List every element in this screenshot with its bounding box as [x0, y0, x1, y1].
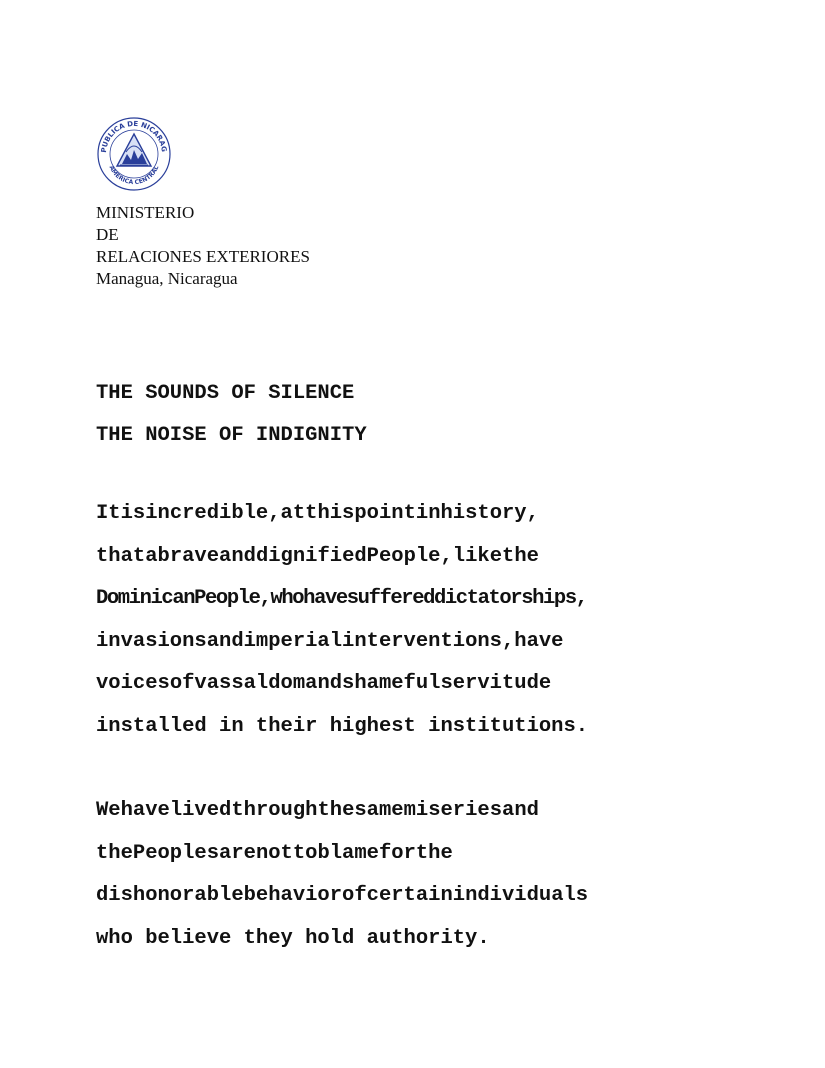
word: like [452, 544, 503, 568]
title-sounds-of-silence: THE SOUNDS OF SILENCE [96, 382, 355, 405]
word: of [342, 884, 367, 907]
word: and [502, 799, 539, 822]
word: individuals [452, 884, 589, 907]
word: the [96, 841, 133, 865]
document-titles [96, 373, 367, 457]
paragraph-1-line [96, 621, 711, 664]
word: brave [157, 544, 220, 568]
word: have [514, 629, 564, 653]
word: the [502, 544, 539, 568]
paragraph-1-line [96, 493, 711, 536]
paragraph-2-line [96, 833, 711, 876]
word: point [354, 502, 416, 525]
word: in [415, 502, 441, 525]
word: the [317, 799, 355, 822]
word: interventions, [342, 629, 515, 653]
word: Dominican [96, 587, 195, 610]
word: not [255, 841, 293, 865]
letterhead-location: Managua, Nicaragua [96, 269, 238, 288]
word: a [145, 544, 158, 568]
word: People, [194, 587, 271, 610]
word: history, [440, 502, 539, 525]
word: have [303, 587, 347, 610]
word: for [378, 841, 416, 865]
word: invasions [96, 629, 207, 653]
word: It [96, 502, 121, 525]
paragraph-2-line [96, 790, 711, 833]
word: and [219, 544, 256, 568]
letterhead-de: DE [96, 225, 119, 244]
paragraph-1-line [96, 663, 711, 706]
seal-ring-text-bottom: AMERICA CENTRAL [107, 164, 161, 187]
title-noise-of-indignity: THE NOISE OF INDIGNITY [96, 424, 367, 447]
word: lived [169, 799, 232, 822]
paragraph-2 [96, 790, 711, 960]
word: the [415, 841, 453, 865]
nicaragua-seal-icon [96, 116, 172, 192]
letterhead-ministry: MINISTERIO [96, 203, 195, 222]
word: at [280, 502, 306, 525]
seal-ring-text-top: PUBLICA DE NICARAG [99, 119, 169, 154]
word: and [206, 629, 244, 653]
word: miseries [403, 799, 503, 822]
word: shameful [342, 672, 441, 695]
word: dishonorable [96, 884, 244, 907]
paragraph-1-line [96, 536, 711, 579]
paragraph-2-line: who believe they hold authority. [96, 926, 490, 950]
word: Peoples [132, 841, 220, 865]
word: through [231, 799, 318, 822]
word: are [219, 841, 256, 865]
word: imperial [243, 629, 343, 653]
word: We [96, 799, 121, 822]
word: dictatorships, [434, 587, 587, 610]
letterhead [96, 202, 310, 290]
word: incredible, [145, 502, 281, 525]
word: behavior [243, 884, 343, 907]
word: and [305, 672, 343, 695]
word: of [169, 672, 195, 695]
word: suffered [346, 587, 434, 610]
word: to [292, 841, 318, 865]
word: this [305, 502, 355, 525]
letterhead-foreign-relations: RELACIONES EXTERIORES [96, 247, 310, 266]
word: dignified [255, 544, 367, 568]
word: who [270, 587, 304, 610]
paragraph-1 [96, 493, 711, 748]
word: same [354, 799, 404, 822]
seal-svg [96, 116, 172, 192]
paragraph-1-line: installed in their highest institutions. [96, 714, 589, 738]
word: servitude [440, 672, 552, 695]
word: is [120, 502, 146, 525]
word: vassaldom [194, 672, 306, 695]
word: have [120, 799, 170, 822]
paragraph-2-line [96, 875, 711, 918]
word: People, [366, 544, 453, 568]
word: blame [317, 841, 379, 865]
paragraph-1-line [96, 578, 711, 621]
word: certain [366, 884, 453, 907]
word: that [96, 544, 146, 568]
word: voices [96, 672, 170, 695]
